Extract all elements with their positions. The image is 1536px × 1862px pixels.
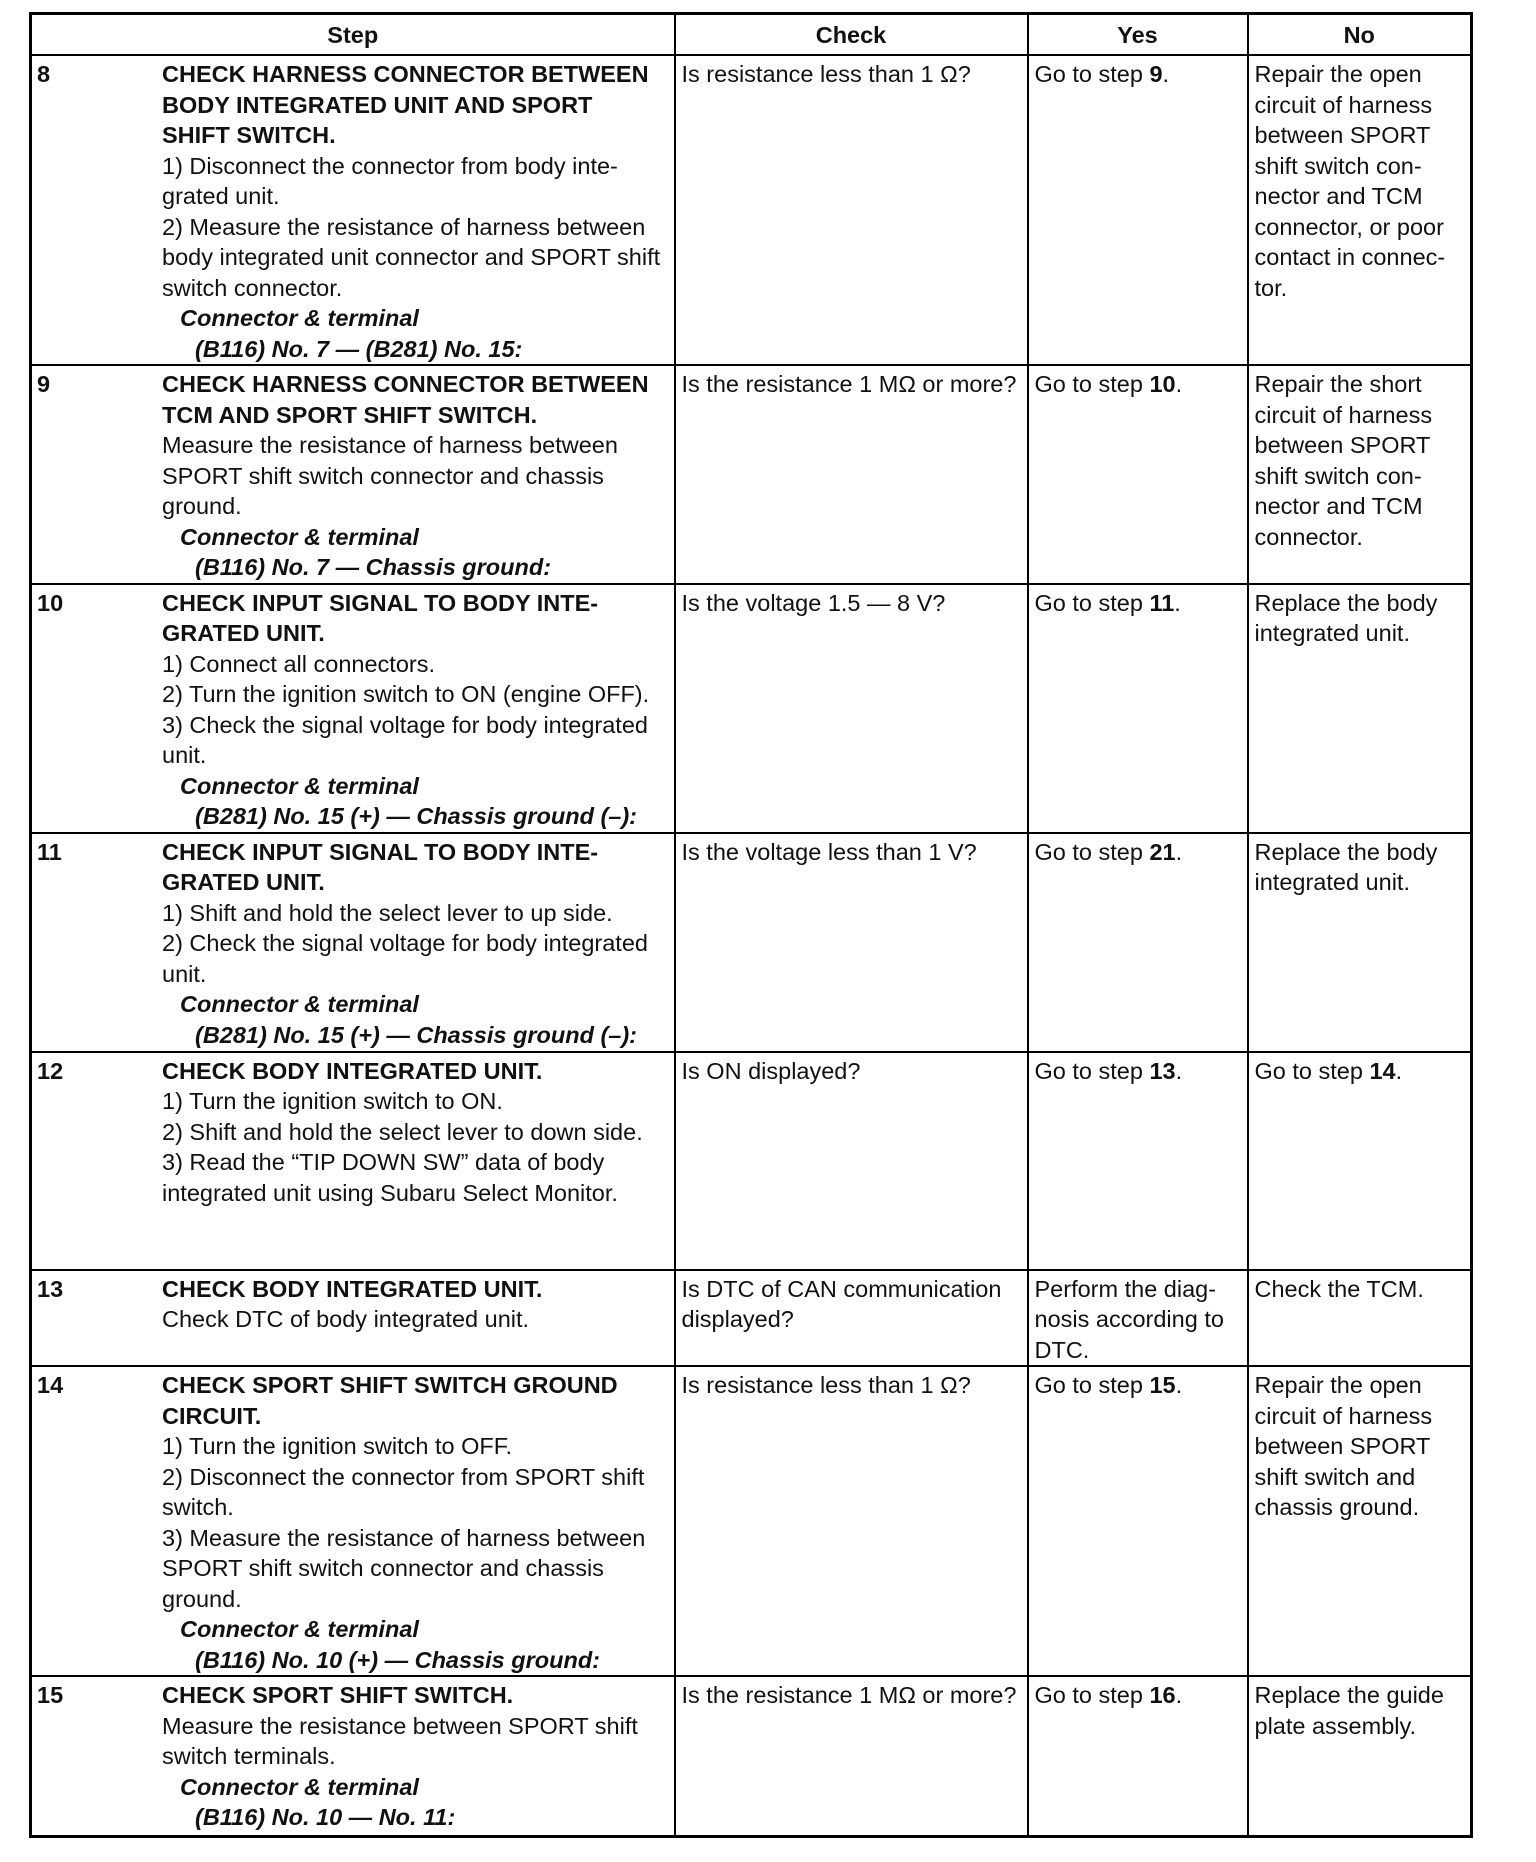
step-cell	[31, 1676, 675, 1836]
yes-step-link[interactable]: 15	[1149, 1372, 1176, 1399]
yes-text: Go to step	[1034, 838, 1150, 865]
yes-suffix: .	[1175, 1372, 1183, 1399]
step-title: CHECK BODY INTEGRATED UNIT.	[162, 1275, 543, 1302]
step-number: 15	[37, 1682, 64, 1709]
check-cell: Is the voltage less than 1 V?	[675, 833, 1028, 1052]
step-title: CHECK HARNESS CONNECTOR BETWEEN TCM AND SPORT SHIFT SWITCH.	[162, 371, 649, 428]
table-row	[31, 1366, 1472, 1676]
yes-text: Go to step	[1034, 589, 1150, 616]
connector-value: (B116) No. 10 (+) — Chassis ground:	[195, 1646, 601, 1673]
step-cell	[31, 1270, 675, 1367]
connector-label: Connector & terminal	[180, 1616, 419, 1643]
diagnostic-procedure-table	[29, 12, 1473, 1838]
yes-text: Go to step	[1034, 1372, 1150, 1399]
no-cell: Repair the short circuit of harness between SPORT shift switch con-nector and TCM connector.	[1248, 365, 1472, 584]
no-text: Go to step	[1254, 1057, 1370, 1084]
step-instruction: 2) Measure the resistance of harness between body integrated unit connector and SPORT shift switch connector.	[162, 213, 661, 301]
step-instruction: 2) Disconnect the connector from SPORT shift switch.	[162, 1463, 645, 1521]
step-instruction: 3) Check the signal voltage for body integrated unit.	[162, 711, 648, 769]
yes-step-link[interactable]: 13	[1149, 1057, 1176, 1084]
check-cell: Is resistance less than 1 Ω?	[675, 55, 1028, 365]
connector-label: Connector & terminal	[180, 1773, 419, 1800]
step-instruction: Check DTC of body integrated unit.	[162, 1306, 530, 1333]
connector-value: (B281) No. 15 (+) — Chassis ground (–):	[195, 1021, 638, 1048]
step-instruction: 2) Check the signal voltage for body integrated unit.	[162, 930, 648, 987]
yes-cell	[1028, 365, 1248, 584]
step-title: CHECK HARNESS CONNECTOR BETWEEN BODY INTEGRATED UNIT AND SPORT SHIFT SWITCH.	[162, 61, 649, 148]
step-number: 9	[37, 371, 51, 398]
header-no: No	[1248, 14, 1472, 56]
connector-label: Connector & terminal	[180, 523, 419, 550]
connector-value: (B116) No. 10 — No. 11:	[195, 1804, 456, 1831]
no-cell: Replace the guide plate assembly.	[1248, 1676, 1472, 1836]
no-suffix: .	[1395, 1057, 1403, 1084]
yes-suffix: .	[1175, 838, 1183, 865]
no-cell	[1248, 1052, 1472, 1270]
table-row	[31, 365, 1472, 584]
step-instruction: Measure the resistance of harness between SPORT shift switch connector and chassis ground.	[162, 432, 618, 520]
connector-value: (B116) No. 7 — Chassis ground:	[195, 554, 552, 581]
step-cell	[31, 365, 675, 584]
connector-label: Connector & terminal	[180, 305, 419, 331]
yes-step-link[interactable]: 10	[1149, 371, 1176, 398]
connector-label: Connector & terminal	[180, 991, 419, 1018]
step-title: CHECK INPUT SIGNAL TO BODY INTE-GRATED UNIT.	[162, 838, 599, 896]
step-cell	[31, 584, 675, 833]
step-instruction: 2) Shift and hold the select lever to down side.	[162, 1118, 643, 1145]
step-cell	[31, 1052, 675, 1270]
step-number: 13	[37, 1275, 64, 1302]
yes-cell	[1028, 833, 1248, 1052]
yes-text: Go to step	[1034, 1682, 1150, 1709]
step-cell	[31, 1366, 675, 1676]
yes-step-link[interactable]: 16	[1149, 1682, 1176, 1709]
step-instruction: 1) Shift and hold the select lever to up side.	[162, 899, 613, 926]
step-instruction: 1) Connect all connectors.	[162, 650, 436, 677]
yes-suffix: .	[1162, 61, 1170, 87]
check-cell: Is ON displayed?	[675, 1052, 1028, 1270]
table-row	[31, 1676, 1472, 1836]
step-instruction: 2) Turn the ignition switch to ON (engine OFF).	[162, 681, 650, 708]
step-title: CHECK BODY INTEGRATED UNIT.	[162, 1057, 543, 1084]
no-cell: Repair the open circuit of harness between SPORT shift switch con-nector and TCM connector, or poor contact in connec-tor.	[1248, 55, 1472, 365]
table-row	[31, 1052, 1472, 1270]
yes-suffix: .	[1174, 589, 1181, 616]
check-cell: Is the resistance 1 MΩ or more?	[675, 1676, 1028, 1836]
yes-cell	[1028, 584, 1248, 833]
connector-value: (B281) No. 15 (+) — Chassis ground (–):	[195, 803, 638, 830]
step-instruction: Measure the resistance between SPORT shift switch terminals.	[162, 1712, 638, 1770]
table-row	[31, 833, 1472, 1052]
yes-text: Go to step	[1034, 371, 1150, 398]
yes-cell: Perform the diag-nosis according to DTC.	[1028, 1270, 1248, 1367]
step-instruction: 3) Measure the resistance of harness between SPORT shift switch connector and chassis ground.	[162, 1524, 646, 1612]
yes-step-link[interactable]: 9	[1149, 61, 1163, 87]
no-step-link[interactable]: 14	[1369, 1057, 1396, 1084]
connector-label: Connector & terminal	[180, 772, 419, 799]
table-header-row	[31, 14, 1472, 56]
yes-step-link[interactable]: 21	[1149, 838, 1176, 865]
yes-suffix: .	[1175, 371, 1183, 398]
no-cell: Replace the body integrated unit.	[1248, 584, 1472, 833]
step-number: 8	[37, 61, 51, 87]
header-yes: Yes	[1028, 14, 1248, 56]
yes-suffix: .	[1175, 1682, 1183, 1709]
yes-cell	[1028, 1052, 1248, 1270]
step-title: CHECK SPORT SHIFT SWITCH GROUND CIRCUIT.	[162, 1372, 618, 1429]
yes-cell	[1028, 1676, 1248, 1836]
header-check: Check	[675, 14, 1028, 56]
step-title: CHECK SPORT SHIFT SWITCH.	[162, 1682, 514, 1709]
yes-suffix: .	[1175, 1057, 1183, 1084]
step-number: 14	[37, 1372, 64, 1399]
step-title: CHECK INPUT SIGNAL TO BODY INTE-GRATED UNIT.	[162, 589, 599, 647]
check-cell: Is resistance less than 1 Ω?	[675, 1366, 1028, 1676]
yes-cell	[1028, 55, 1248, 365]
check-cell: Is the resistance 1 MΩ or more?	[675, 365, 1028, 584]
step-instruction: 1) Turn the ignition switch to ON.	[162, 1088, 503, 1115]
step-instruction: 1) Disconnect the connector from body inte-grated unit.	[162, 152, 618, 209]
yes-step-link[interactable]: 11	[1149, 589, 1175, 616]
check-cell: Is the voltage 1.5 — 8 V?	[675, 584, 1028, 833]
check-cell: Is DTC of CAN communication displayed?	[675, 1270, 1028, 1367]
step-number: 11	[37, 838, 62, 865]
step-instruction: 3) Read the “TIP DOWN SW” data of body integrated unit using Subaru Select Monitor.	[162, 1149, 618, 1206]
step-instruction: 1) Turn the ignition switch to OFF.	[162, 1433, 513, 1460]
table-row	[31, 1270, 1472, 1367]
yes-text: Go to step	[1034, 1057, 1150, 1084]
step-cell	[31, 55, 675, 365]
table-row	[31, 55, 1472, 365]
no-cell: Check the TCM.	[1248, 1270, 1472, 1367]
no-cell: Replace the body integrated unit.	[1248, 833, 1472, 1052]
table-row	[31, 584, 1472, 833]
yes-cell	[1028, 1366, 1248, 1676]
step-cell	[31, 833, 675, 1052]
yes-text: Go to step	[1034, 61, 1150, 87]
step-number: 10	[37, 589, 64, 616]
no-cell: Repair the open circuit of harness between SPORT shift switch and chassis ground.	[1248, 1366, 1472, 1676]
connector-value: (B116) No. 7 — (B281) No. 15:	[195, 335, 523, 362]
step-number: 12	[37, 1057, 64, 1084]
header-step: Step	[31, 14, 675, 56]
